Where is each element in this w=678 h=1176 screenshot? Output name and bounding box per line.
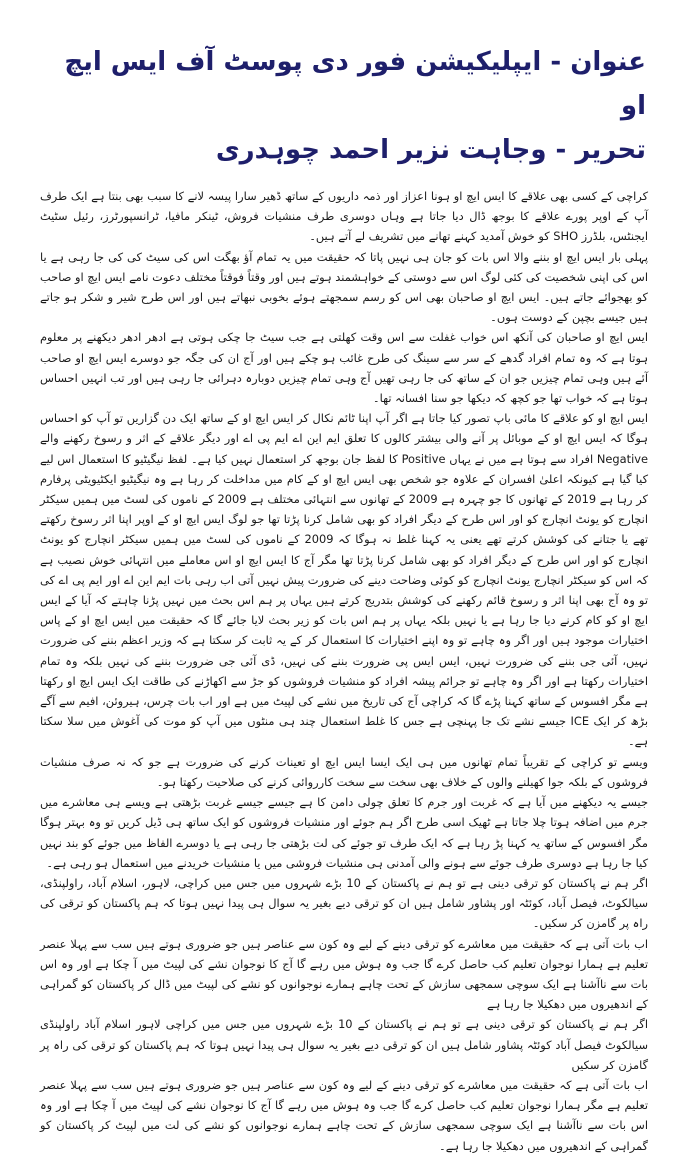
article-byline: تحریر - وجاہت نزیر احمد چوہدری (215, 135, 646, 165)
article-title: عنوان - ایپلیکیشن فور دی پوسٹ آف ایس ایچ او (64, 47, 646, 121)
paragraph: پہلی بار ایس ایچ او بننے والا اس بات کو جان ہی نہیں پاتا کہ حقیقت میں یہ تمام آؤ بھگت اس کی سیٹ کی کی جا رہی ہے یا اس کی اپنی شخصیت کی کئی لوگ اس سے دوستی کے خواہشمند ہوتے ہیں اور وقتاً فوقتاً مختلف دعوت نامے ایس ایچ او صاحب کو بھجوائے جاتے ہیں۔ ایس ایچ او صاحبان بھی اس کو رسم سمجھتے ہوئے بخوبی نبھاتے ہیں اور اس طرح شیر و شکر ہو جاتے ہیں جیسے بچپن کے دوست ہوں۔ (40, 249, 648, 325)
article-header (0, 0, 678, 172)
paragraph: ویسے تو کراچی کے تقریباً تمام تھانوں میں ہی ایک ایسا ایس ایچ او تعینات کرنے کی ضرورت ہے جو کہ نہ صرف منشیات فروشوں کے بلکہ جوا کھیلنے والوں کے خلاف بھی سخت سے سخت کارروائی کرنے کی صلاحیت رکھتا ہو۔ (40, 754, 648, 789)
paragraph: اب بات آتی ہے کہ حقیقت میں معاشرے کو ترقی دینے کے لیے وہ کون سے عناصر ہیں جو ضروری ہوتے ہیں سب سے پہلا عنصر تعلیم ہے مگر ہمارا نوجوان تعلیم کب حاصل کرے گا جب وہ ہوش میں رہے گا آج کا نوجوان نشے کی لپیٹ میں آ چکا ہے اور وہ اس بات سے ناآشنا ہے ایک سوچی سمجھی سازش کے تحت چاہے ہمارے نوجوانوں کو نشے کی لت میں لپیٹ کر پاکستان کو گمراہی کے اندھیروں میں دھکیلا جا رہا ہے۔ (40, 1077, 648, 1153)
paragraph: جیسے یہ دیکھنے میں آیا ہے کہ غربت اور جرم کا تعلق چولی دامن کا ہے جیسے جیسے غربت بڑھتی ہے ویسے ہی معاشرے میں جرم میں اضافہ ہوتا چلا جاتا ہے ٹھیک اسی طرح اگر ہم جوئے اور منشیات فروشوں کو ایک ساتھ ہی ڈیل کریں تو وہ بہتر ہوگا مگر افسوس کے ساتھ یہ کہنا پڑ رہا ہے کہ ایک طرف تو جوئے کی لت بڑھتی جا رہی ہے یا دوسرے الفاظ میں جوئے کو بند نہیں کیا جا رہا ہے دوسری طرف جوئے سے ہونے والی آمدنی ہی منشیات فروشی میں یا منشیات خریدنے میں استعمال ہو رہی ہے۔ (40, 795, 648, 870)
paragraph: ایس ایچ او صاحبان کی آنکھ اس خواب غفلت سے اس وقت کھلتی ہے جب سیٹ جا چکی ہوتی ہے ادھر ادھر دیکھنے پر معلوم ہوتا ہے کہ وہ تمام افراد گدھے کے سر سے سینگ کی طرح غائب ہو چکے ہیں اور آج ان کی جگہ جو دوسرے ایس ایچ او صاحب آئے ہیں وہی تمام چیزیں جو ان کے ساتھ کی جا رہی تھیں آج وہی تمام چیزیں دوبارہ دہرائی جا رہی ہیں اور تب انہیں احساس ہوتا ہے کہ خواب تھا جو کچھ کہ دیکھا جو سنا افسانہ تھا۔ (40, 330, 648, 406)
paragraph: اب بات آتی ہے کہ حقیقت میں معاشرے کو ترقی دینے کے لیے وہ کون سے عناصر ہیں جو ضروری ہوتے ہیں سب سے پہلا عنصر تعلیم ہے ہمارا نوجوان تعلیم کب حاصل کرے گا جب وہ ہوش میں رہے گا آج کا نوجوان نشے کی لپیٹ میں آ چکا ہے اور وہ اس بات سے ناآشنا ہے ایک سوچی سمجھی سازش کے تحت چاہے ہمارے نوجوانوں کو نشے کی لپیٹ میں ڈال کر پاکستان کو گمراہی کے اندھیروں میں دھکیلا جا رہا ہے (40, 936, 648, 1012)
paragraph: کراچی کے کسی بھی علاقے کا ایس ایچ او ہونا اعزاز اور ذمہ داریوں کے ساتھ ڈھیر سارا پیسہ لانے کا سبب بھی بنتا ہے ایک طرف آپ کے اوپر پورے علاقے کا بوجھ ڈال دیا جاتا ہے وہاں دوسری طرف منشیات فروش، ٹینکر مافیا، ٹرانسپورٹرز، رئیل سٹیٹ ایجنٹس، بلڈرز SHO کو خوش آمدید کہنے تھانے میں تشریف لے آتے ہیں۔ (40, 189, 648, 244)
paragraph: اگر ہم نے پاکستان کو ترقی دینی ہے تو ہم نے پاکستان کے 10 بڑے شہروں میں جس میں کراچی، لاہور، اسلام آباد، راولپنڈی، سیالکوٹ، فیصل آباد، کوئٹہ اور پشاور شامل ہیں ان کو ترقی دیے بغیر یہ سوال ہی پیدا نہیں ہوتا کہ ہم پاکستان کو ترقی کی راہ پر گامزن کر سکیں۔ (40, 875, 649, 931)
paragraph: ایس ایچ او کو علاقے کا مائی باپ تصور کیا جاتا ہے اگر آپ اپنا ٹائم نکال کر ایس ایچ او کے ساتھ ایک دن گزاریں تو آپ کو احساس ہوگا کہ ایس ایچ او کے موبائل پر آنے والی بیشتر کالوں کا تعلق ایم این اے ایم پی اے اور دیگر علاقے کے اثر و رسوخ رکھنے والے Negative افراد سے ہوتا ہے میں نے یہاں Positive کا لفظ جان بوجھ کر استعمال نہیں کیا ہے۔ لفظ نیگیٹیو کا استعمال اس لیے کیا گیا ہے کیونکہ اعلیٰ افسران کے علاوہ جو شخص بھی ایس ایچ او کے کام میں مداخلت کر رہا ہے وہ نیگیٹیو ایکٹیویٹی پرفارم کر رہا ہے 2019 کے تھانوں کا جو چہرہ ہے 2009 کے تھانوں سے انتہائی مختلف ہے 2009 کے ناموں کی لسٹ میں ہمیں سیکٹر انچارج کو یونٹ انچارج کو اور اس طرح کے دیگر افراد کو بھی شامل کرنا پڑتا تھا جو لوگ ایس ایچ او کے اوپر اپنا اثر رسوخ رکھتے تھے یا جتانے کی کوشش کرتے تھے یعنی یہ کہنا غلط نہ ہوگا کہ 2009 کے ناموں کی لسٹ میں ہمیں سیکٹر انچارج کو یونٹ انچارج کو اور اس طرح کے دیگر افراد کو بھی شامل کرنا پڑتا تھا مگر آج کا ایس ایچ او اس معاملے میں انتہائی خوش نصیب ہے کہ اس کو سیکٹر انچارج یونٹ انچارج کو کوئی وضاحت دینے کی ضرورت پیش نہیں آتی اب رہی بات ایم این اے اور ایم پی اے کی تو وہ آج بھی اپنا اثر و رسوخ قائم رکھنے کی کوشش بتدریج کرتے ہیں یہاں پر ہم اس بحث میں نہیں پڑنا چاہتے کہ آیا کے ایس ایچ او کو کام کرنے دیا جا رہا ہے یا نہیں بلکہ یہاں پر ہم اس بات کو زیر بحث لایا جائے گا کہ حقیقت میں ایس ایچ او کے پاس اختیارات موجود ہیں اور اگر وہ چاہے تو وہ اپنے اختیارات کا استعمال کر کے یہ ثابت کر سکتا ہے کہ وزیر اعظم بننے کی ضرورت نہیں، آئی جی بننے کی ضرورت نہیں، ایس ایس پی ضرورت بننے کی نہیں، ڈی آئی جی ضرورت بننے کی نہیں بلکہ وہ تمام اختیارات رکھتا ہے اور اگر وہ چاہے تو جرائم پیشہ افراد کو منشیات فروشوں کو جڑ سے اکھاڑنے کی طاقت ایک ایس ایچ او رکھتا ہے مگر افسوس کے ساتھ کہنا پڑے گا کہ کراچی آج کی تاریخ میں نشے کی لپیٹ میں ہے اور اب بات چرس، ہیروئن، افیم سے آگے بڑھ کر ایک ICE جیسے نشے تک جا پہنچی ہے جس کا غلط استعمال چند ہی منٹوں میں آپ کو موت کی آغوش میں سلا سکتا ہے۔ (40, 411, 649, 749)
paragraph: اگر ہم نے پاکستان کو ترقی دینی ہے تو ہم نے پاکستان کے 10 بڑے شہروں میں جس میں کراچی لاہور اسلام آباد راولپنڈی سیالکوٹ فیصل آباد کوئٹہ پشاور شامل ہیں ان کو ترقی دیے بغیر یہ سوال ہی پیدا نہیں ہوتا کہ ہم پاکستان کو ترقی کی راہ پر گامزن کر سکیں (40, 1017, 649, 1072)
article-body (0, 172, 678, 1176)
